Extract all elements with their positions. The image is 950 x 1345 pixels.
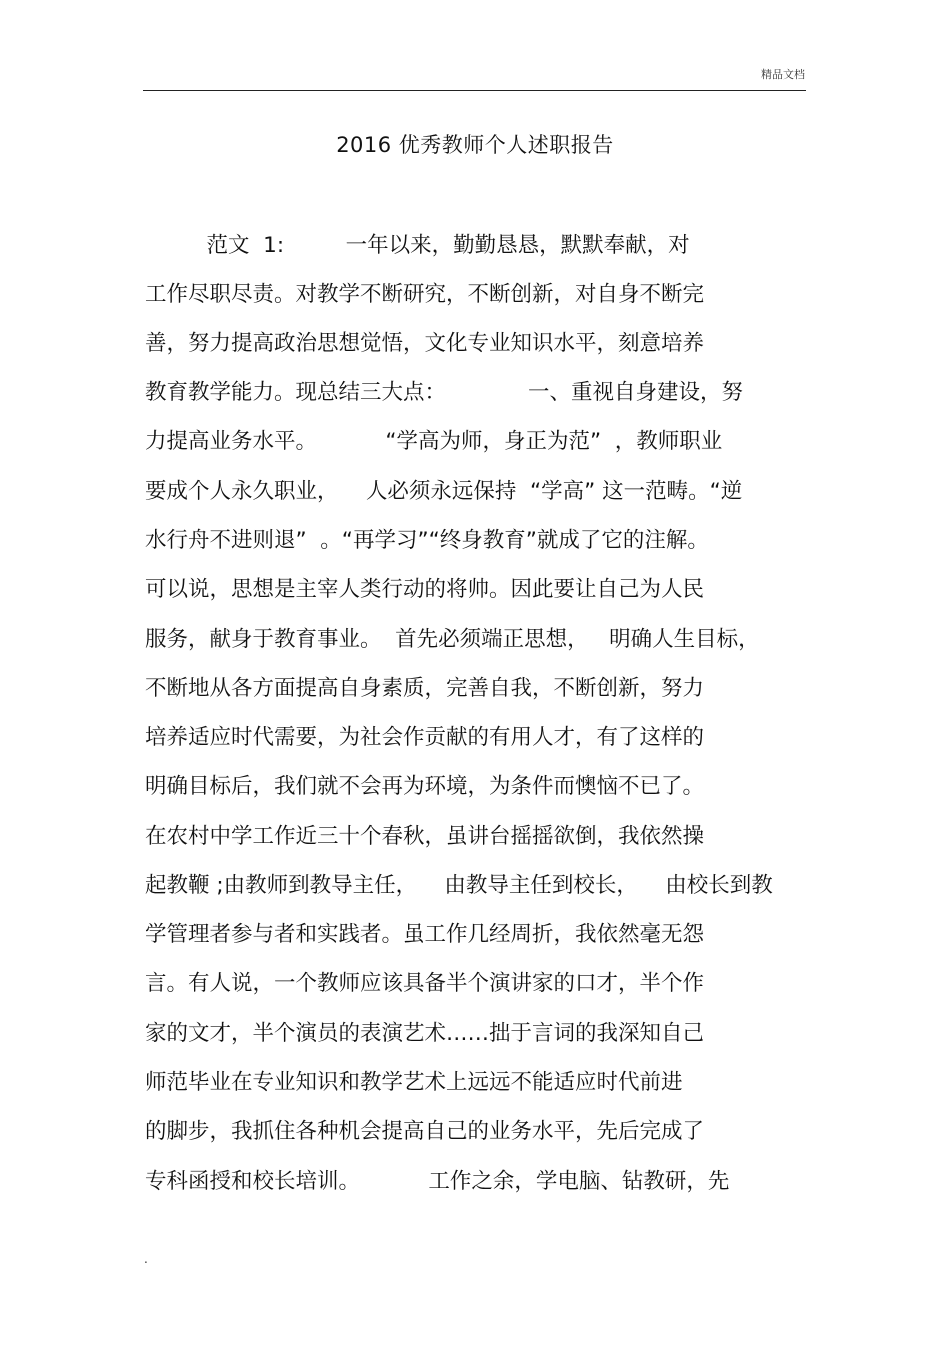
body-line: 的脚步，我抓住各种机会提高自己的业务水平，先后完成了 [145, 1119, 705, 1144]
body-line: 工作尽职尽责。对教学不断研究，不断创新，对自身不断完 [145, 282, 705, 307]
body-line: 师范毕业在专业知识和教学艺术上远远不能适应时代前进 [145, 1070, 683, 1095]
body-line: 水行舟不进则退” 。“再学习”“终身教育”就成了它的注解。 [145, 528, 709, 553]
body-line: 要成个人永久职业， 人必须永远保持 “学高” 这一范畴。“逆 [145, 479, 743, 504]
body-line: 教育教学能力。现总结三大点： 一、重视自身建设，努 [145, 380, 744, 405]
body-line: 不断地从各方面提高自身素质，完善自我，不断创新，努力 [145, 676, 705, 701]
header-divider [143, 90, 806, 91]
header-label: 精品文档 [761, 68, 805, 81]
body-line: 明确目标后，我们就不会再为环境，为条件而懊恼不已了。 [145, 774, 705, 799]
body-line: 可以说，思想是主宰人类行动的将帅。因此要让自己为人民 [145, 577, 705, 602]
body-line: 服务，献身于教育事业。 首先必须端正思想， 明确人生目标， [145, 627, 760, 652]
footer-mark: . [144, 1252, 148, 1266]
body-line: 范文 1: 一年以来，勤勤恳恳，默默奉献，对 [145, 233, 690, 258]
document-title: 2016 优秀教师个人述职报告 [336, 133, 614, 157]
body-line: 学管理者参与者和实践者。虽工作几经周折，我依然毫无怨 [145, 922, 705, 947]
body-line: 培养适应时代需要，为社会作贡献的有用人才，有了这样的 [145, 725, 705, 750]
body-line: 言。有人说，一个教师应该具备半个演讲家的口才，半个作 [145, 971, 705, 996]
body-line: 善，努力提高政治思想觉悟，文化专业知识水平，刻意培养 [145, 331, 705, 356]
body-line: 家的文才，半个演员的表演艺术……拙于言词的我深知自己 [145, 1021, 705, 1046]
body-line: 力提高业务水平。 “学高为师，身正为范” ，教师职业 [145, 429, 723, 454]
body-line: 在农村中学工作近三十个春秋，虽讲台摇摇欲倒，我依然操 [145, 824, 705, 849]
body-line: 专科函授和校长培训。 工作之余，学电脑、钻教研，先 [145, 1169, 730, 1194]
body-line: 起教鞭 ;由教师到教导主任， 由教导主任到校长， 由校长到教 [145, 873, 773, 898]
